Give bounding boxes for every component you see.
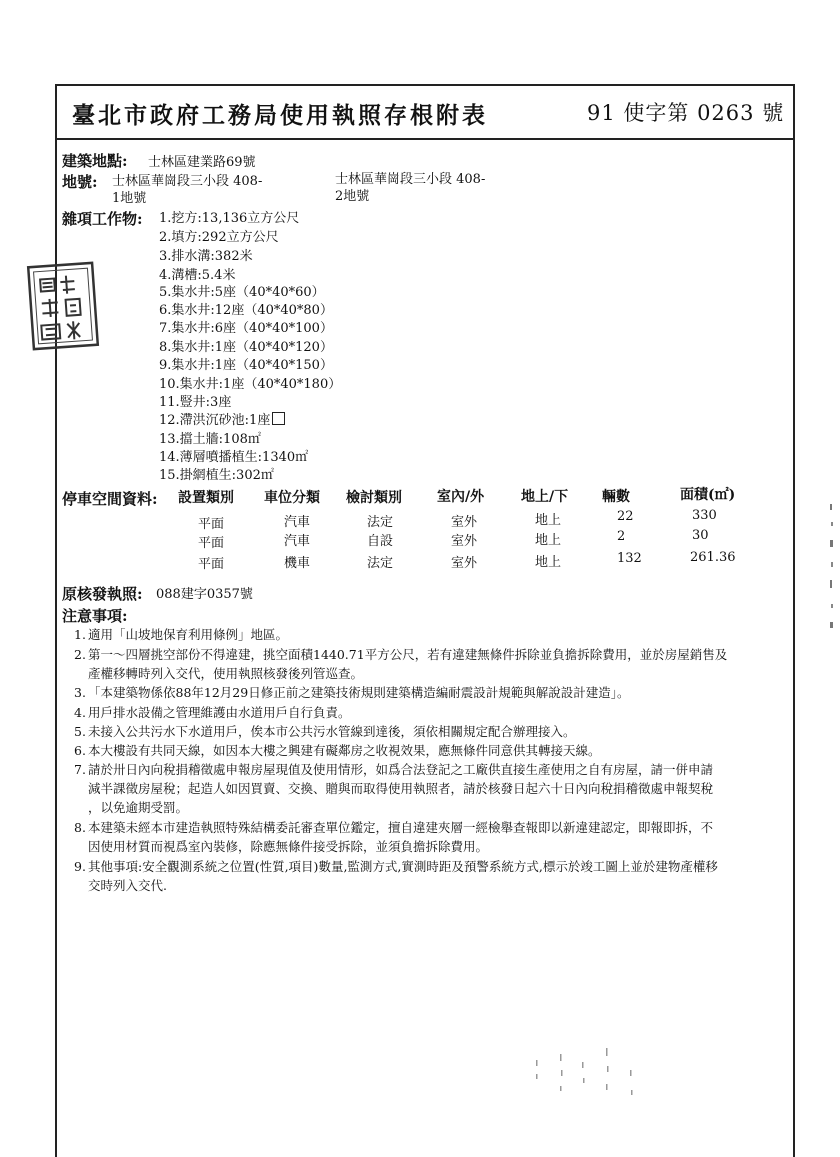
parking-cell: 地上 xyxy=(535,533,562,548)
parking-cell: 法定 xyxy=(367,515,394,530)
parking-header-indoor: 室內/外 xyxy=(437,489,485,505)
lot-value-2-line1: 士林區華崗段三小段 408- xyxy=(335,172,486,187)
misc-work-item: 8.集水井:1座（40*40*120） xyxy=(159,340,333,355)
misc-work-item: 2.填方:292立方公尺 xyxy=(159,230,279,245)
parking-header-type: 車位分類 xyxy=(264,490,320,506)
misc-work-item: 15.掛網植生:302㎡ xyxy=(159,468,274,483)
location-label: 建築地點: xyxy=(62,152,128,170)
misc-work-item: 3.排水溝:382米 xyxy=(159,249,253,264)
parking-cell: 室外 xyxy=(451,534,478,549)
parking-cell: 261.36 xyxy=(690,550,736,565)
misc-work-item: 10.集水井:1座（40*40*180） xyxy=(159,377,342,392)
note-item: 3. 「本建築物係依88年12月29日修正前之建築技術規則建築構造編耐震設計規範與解說設計建造」。 xyxy=(74,685,630,700)
parking-header-area: 面積(㎡) xyxy=(680,487,736,503)
note-item: 8. 本建築未經本市建造執照特殊結構委託審查單位鑑定，擅自違建夾層一經檢舉查報即以新違建認定，即報即拆，不 因使用材質而視爲室內裝修，除應無條件接受拆除，並須負擔拆除費用。 xyxy=(74,820,714,854)
parking-cell: 地上 xyxy=(535,513,562,528)
parking-cell: 平面 xyxy=(198,536,225,551)
lot-label: 地號: xyxy=(62,173,98,191)
parking-cell: 平面 xyxy=(198,557,225,572)
parking-cell: 22 xyxy=(617,509,634,524)
misc-work-item: 11.豎井:3座 xyxy=(159,395,232,410)
parking-cell: 機車 xyxy=(284,556,311,571)
parking-cell: 132 xyxy=(617,551,642,566)
lot-value-1-line1: 士林區華崗段三小段 408- xyxy=(112,174,263,189)
misc-works-label: 雜項工作物: xyxy=(62,210,143,228)
parking-header-review: 檢討類別 xyxy=(346,490,402,506)
misc-work-item: 13.擋土牆:108㎡ xyxy=(159,432,261,447)
misc-work-item: 5.集水井:5座（40*40*60） xyxy=(159,285,325,300)
parking-cell: 30 xyxy=(692,528,709,543)
parking-header-count: 輛數 xyxy=(602,489,630,505)
official-seal-stamp xyxy=(25,260,101,353)
misc-work-item: 4.溝槽:5.4米 xyxy=(159,268,236,283)
note-item: 1. 適用「山坡地保育利用條例」地區。 xyxy=(74,627,289,642)
original-permit-label: 原核發執照: xyxy=(62,585,143,603)
location-value: 士林區建業路69號 xyxy=(148,155,256,170)
parking-cell: 室外 xyxy=(451,556,478,571)
note-item: 4. 用戶排水設備之管理維護由水道用戶自行負責。 xyxy=(74,705,351,720)
note-item: 6. 本大樓設有共同天線，如因本大樓之興建有礙鄰房之收視效果，應無條件同意供其轉接天線。 xyxy=(74,743,601,758)
lot-value-1-line2: 1地號 xyxy=(112,191,147,206)
misc-work-item: 7.集水井:6座（40*40*100） xyxy=(159,321,333,336)
parking-cell: 自設 xyxy=(367,534,394,549)
parking-header-category: 設置類別 xyxy=(178,490,234,506)
misc-work-item: 9.集水井:1座（40*40*150） xyxy=(159,358,333,373)
parking-cell: 汽車 xyxy=(284,534,311,549)
parking-label: 停車空間資料: xyxy=(62,490,158,508)
document-title: 臺北市政府工務局使用執照存根附表 xyxy=(72,102,488,129)
misc-work-item: 12.滯洪沉砂池:1座 xyxy=(159,409,285,428)
scan-artifact-marks xyxy=(828,500,836,640)
lot-value-2-line2: 2地號 xyxy=(335,189,370,204)
original-permit-value: 088建字0357號 xyxy=(156,587,253,602)
permit-number: 91 使字第 0263 號 xyxy=(587,101,785,125)
title-divider xyxy=(55,138,793,140)
parking-cell: 2 xyxy=(617,529,626,544)
misc-work-item: 14.薄層噴播植生:1340㎡ xyxy=(159,450,309,465)
parking-cell: 法定 xyxy=(367,556,394,571)
scan-residue-marks xyxy=(530,1040,650,1120)
parking-cell: 室外 xyxy=(451,515,478,530)
checkbox-icon xyxy=(272,412,285,425)
note-item: 5. 未接入公共污水下水道用戶，俟本市公共污水管線到達後，須依相關規定配合辦理接入。 xyxy=(74,724,576,739)
note-item: 7. 請於卅日內向稅捐稽徵處申報房屋現值及使用情形，如爲合法登記之工廠供直接生產使用之自有房屋，請一併申請 減半課徵房屋稅；起造人如因買賣、交換、贈與而取得使用執照者，請於核發日起六十日內向稅捐稽徵處申報契稅 ，以免逾期受罰。 xyxy=(74,762,714,815)
parking-cell: 平面 xyxy=(198,517,225,532)
misc-work-item: 1.挖方:13,136立方公尺 xyxy=(159,211,300,226)
notes-label: 注意事項: xyxy=(62,607,128,625)
parking-cell: 330 xyxy=(692,508,717,523)
parking-cell: 地上 xyxy=(535,555,562,570)
parking-header-level: 地上/下 xyxy=(521,489,569,505)
note-item: 2. 第一～四層挑空部份不得違建，挑空面積1440.71平方公尺，若有違建無條件拆除並負擔拆除費用，並於房屋銷售及 產權移轉時列入交代，使用執照核發後列管巡查。 xyxy=(74,647,728,681)
note-item: 9. 其他事項:安全觀測系統之位置(性質,項目)數量,監測方式,實測時距及預警系統方式,標示於竣工圖上並於建物產權移 交時列入交代. xyxy=(74,859,718,893)
misc-work-item: 6.集水井:12座（40*40*80） xyxy=(159,303,333,318)
parking-cell: 汽車 xyxy=(284,515,311,530)
